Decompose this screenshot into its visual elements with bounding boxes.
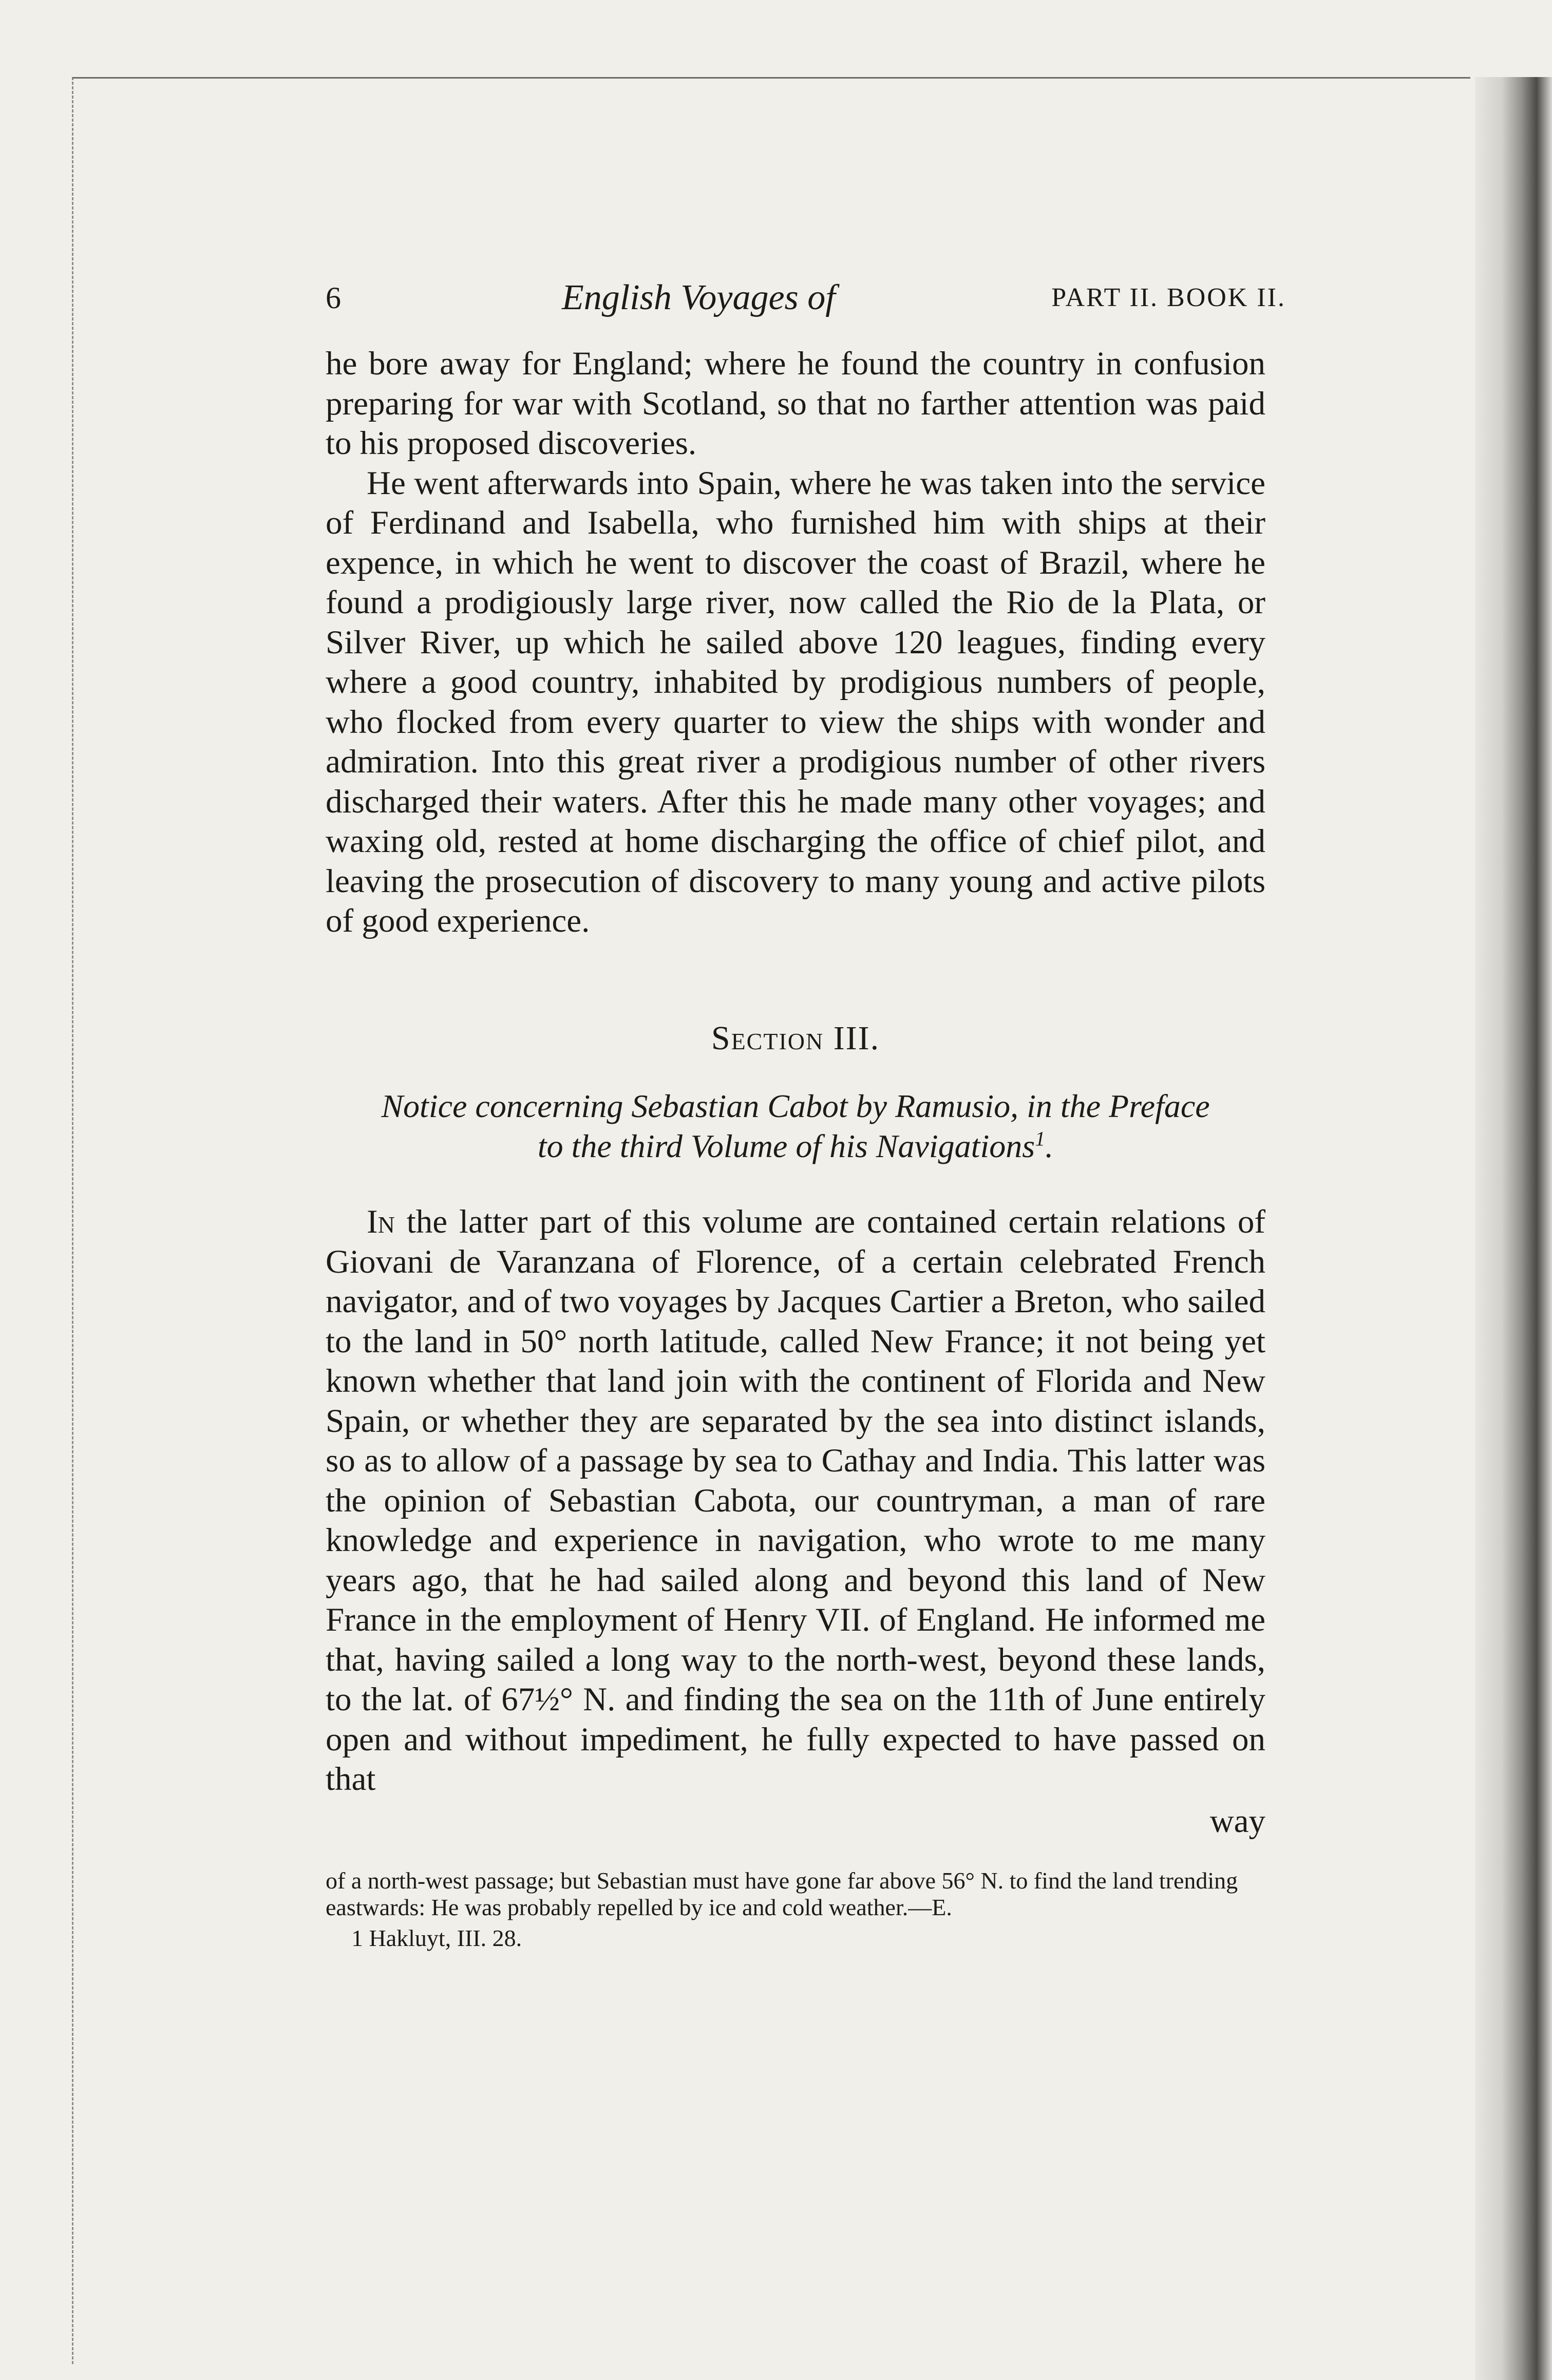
paragraph-1: he bore away for England; where he found the country in confusion preparing for war with Scotland, so that no farther attention was paid to his proposed discoveries. — [326, 345, 1265, 462]
section-heading-word: Section — [711, 1019, 824, 1057]
section-heading — [326, 1018, 1265, 1059]
page-text — [326, 277, 1286, 1841]
running-title: English Voyages of — [562, 278, 836, 317]
page-number: 6 — [326, 281, 341, 315]
section-subtitle-line2: to the third Volume of his Navigations — [537, 1128, 1035, 1164]
footnote-continued: of a north-west passage; but Sebastian must have gone far above 56° N. to find the land trending eastwards: He was probably repelled by ice and cold weather.—E. — [326, 1867, 1238, 1920]
footnote-marker: 1 — [1035, 1127, 1046, 1150]
dropcap-word: In — [367, 1203, 395, 1240]
part-book-label: PART II. BOOK II. — [1051, 283, 1286, 312]
running-header — [326, 277, 1286, 318]
section-subtitle-line1: Notice concerning Sebastian Cabot by Ramusio, in the Preface — [381, 1088, 1210, 1124]
catchword: way — [1209, 1802, 1265, 1840]
paragraph-2: He went afterwards into Spain, where he was taken into the service of Ferdinand and Isabella, who furnished him with ships at their expence, in which he went to discover the coast of Brazil, where he found a prodigiously large river, now called the Rio de la Plata, or Silver River, up which he sailed above 120 leagues, finding every where a good country, inhabited by prodigious numbers of people, who flocked from every quarter to view the ships with wonder and admiration. Into this great river a prodigious number of other rivers discharged their waters. After this he made many other voyages; and waxing old, rested at home discharging the office of chief pilot, and leaving the prosecution of discovery to many young and active pilots of good experience. — [326, 464, 1265, 939]
footnote-1: 1 Hakluyt, III. 28. — [351, 1925, 522, 1951]
paragraph-3-text: the latter part of this volume are contained certain relations of Giovani de Varanzana of Florence, of a certain celebrated French navigator, and of two voyages by Jacques Cartier a Breton, who sailed to the land in 50° north latitude, called New France; it not being yet known whether that land join with the continent of Florida and New Spain, or whether they are separated by the sea into distinct islands, so as to allow of a passage by sea to Cathay and India. This latter was the opinion of Sebastian Cabota, our countryman, a man of rare knowledge and experience in navigation, who wrote to me many years ago, that he had sailed along and beyond this land of New France in the employment of Henry VII. of England. He informed me that, having sailed a long way to the north-west, beyond these lands, to the lat. of 67½° N. and finding the sea on the 11th of June entirely open and without impediment, he fully expected to have passed on that — [326, 1203, 1265, 1798]
section-heading-numeral: III. — [833, 1019, 880, 1057]
paragraph-3 — [326, 1202, 1265, 1800]
book-spine-shadow — [1475, 77, 1552, 2380]
footnotes — [326, 1867, 1260, 1952]
section-subtitle: Notice concerning Sebastian Cabot by Ramusio, in the Preface to the third Volume of his Navigations$^1$. — [381, 1088, 1210, 1164]
